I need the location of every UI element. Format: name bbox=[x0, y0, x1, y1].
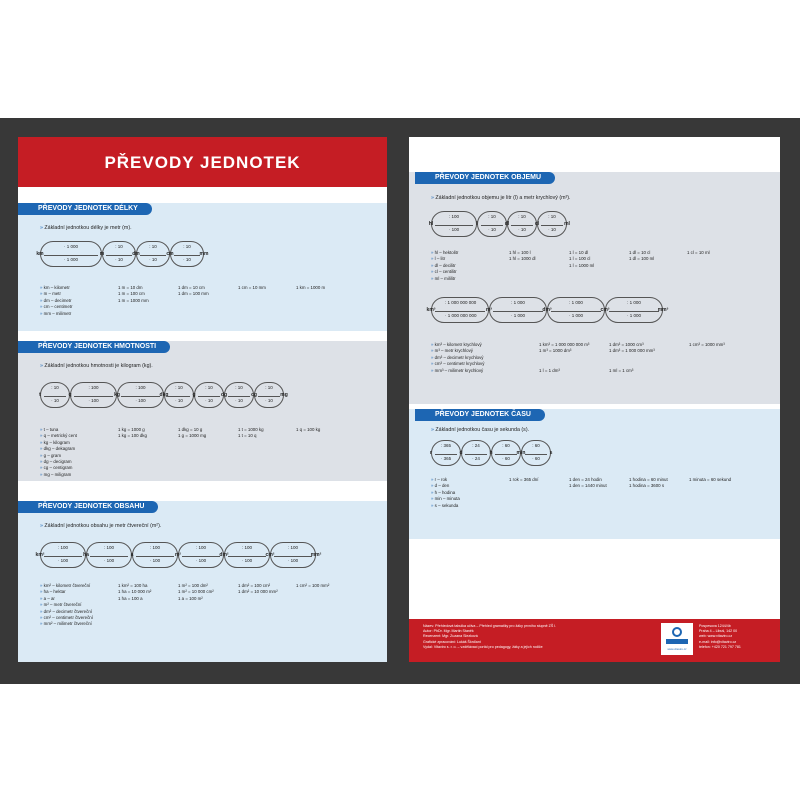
mass-tab: PŘEVODY JEDNOTEK HMOTNOSTI bbox=[18, 341, 170, 353]
unit-label: kg bbox=[114, 392, 120, 398]
unit-label: s bbox=[549, 450, 553, 456]
divide-label: : 10 bbox=[205, 385, 213, 390]
list-line: » t – tuna bbox=[40, 427, 77, 433]
list-line: » l – litr bbox=[431, 256, 458, 262]
divide-label: : 24 bbox=[472, 443, 480, 448]
unit-label: dg bbox=[220, 392, 228, 398]
mass-col-1 bbox=[118, 427, 147, 440]
list-line: 1 den = 1440 minut bbox=[569, 483, 607, 489]
length-legend bbox=[40, 285, 72, 317]
unit-label: dm² bbox=[219, 552, 229, 558]
divide-label: : 1 000 bbox=[627, 300, 641, 305]
page-title: PŘEVODY JEDNOTEK bbox=[18, 137, 387, 187]
list-line: 1 dm = 10 cm bbox=[178, 285, 205, 290]
list-line: » r – rok bbox=[431, 477, 460, 483]
list-line: 1 rok = 365 dní bbox=[509, 477, 539, 482]
volume-litre-col-2 bbox=[569, 250, 594, 269]
divide-label: : 100 bbox=[88, 385, 99, 390]
list-line: 1 m² = 100 dm² bbox=[178, 583, 208, 588]
multiply-label: · 100 bbox=[149, 557, 161, 563]
list-line: 1 l = 1000 ml bbox=[569, 262, 595, 268]
volume-intro: » Základní jednotkou objemu je litr (l) a metr krychlový (m³). bbox=[431, 195, 571, 201]
unit-label: mg bbox=[280, 392, 288, 398]
time-legend bbox=[431, 477, 460, 509]
unit-label: cm bbox=[166, 251, 174, 257]
multiply-label: · 100 bbox=[448, 226, 460, 232]
list-line: Praha 4 – Libuš, 142 00 bbox=[699, 629, 738, 634]
list-line: Pospesova 1244/4b bbox=[699, 624, 731, 628]
multiply-label: · 100 bbox=[135, 397, 146, 403]
list-line: » mg – miligram bbox=[40, 472, 77, 478]
area-col-2 bbox=[178, 583, 214, 602]
list-line: » dg – decigram bbox=[40, 459, 77, 465]
multiply-label: · 10 bbox=[235, 397, 243, 403]
unit-label: cm² bbox=[265, 552, 275, 558]
unit-label: a bbox=[130, 552, 134, 558]
list-line: 1 hl = 100 l bbox=[509, 250, 531, 255]
unit-label: h bbox=[489, 450, 493, 456]
list-line: 1 hodina = 3600 s bbox=[629, 483, 665, 489]
list-line: e-mail: info@vitaviro.cz bbox=[699, 639, 737, 644]
multiply-label: · 60 bbox=[502, 455, 510, 461]
divide-label: : 10 bbox=[115, 244, 123, 249]
list-line: » ha – hektar bbox=[40, 589, 93, 595]
list-line: » dm² – decimetr čtvereční bbox=[40, 609, 93, 615]
multiply-label: · 10 bbox=[115, 256, 123, 262]
multiply-label: · 24 bbox=[472, 455, 480, 461]
volume-cubic-col-1 bbox=[539, 342, 589, 374]
list-line: » d – den bbox=[431, 483, 460, 489]
list-line: 1 cm³ = 1000 mm³ bbox=[689, 342, 725, 347]
list-line: » s – sekunda bbox=[431, 503, 460, 509]
unit-label: mm³ bbox=[657, 307, 669, 313]
unit-label: min bbox=[516, 450, 526, 456]
multiply-label: · 100 bbox=[195, 557, 207, 563]
mass-col-4 bbox=[296, 427, 320, 433]
unit-label: km³ bbox=[426, 307, 436, 313]
list-line: » ml – mililitr bbox=[431, 276, 458, 282]
divide-label: : 10 bbox=[51, 385, 59, 390]
list-line: 1 l = 100 cl bbox=[569, 256, 591, 262]
list-line: 1 kg = 100 dkg bbox=[118, 433, 147, 439]
multiply-label: · 100 bbox=[57, 557, 69, 563]
volume-legend-cubic bbox=[431, 342, 484, 374]
list-line: telefon: +420 721 797 781 bbox=[699, 644, 741, 649]
list-line: 1 minuta = 60 sekund bbox=[689, 477, 732, 482]
list-line: » mm² – milimetr čtvereční bbox=[40, 621, 93, 627]
unit-label: d bbox=[459, 450, 463, 456]
list-line: Název: Přehledová tabulka učiva – Přehled gramatiky pro žáky prvního stupně ZŠ I. bbox=[423, 624, 557, 628]
list-line: Recenzent: Mgr. Zuzana Slezková bbox=[423, 634, 478, 639]
length-col-1 bbox=[118, 285, 149, 304]
unit-label: dkg bbox=[159, 392, 169, 398]
list-line: » cm² – centimetr čtvereční bbox=[40, 615, 93, 621]
unit-label: dm bbox=[132, 251, 140, 257]
list-line: » km² – kilometr čtvereční bbox=[40, 583, 93, 589]
time-tab: PŘEVODY JEDNOTEK ČASU bbox=[415, 409, 545, 421]
unit-label: ha bbox=[83, 552, 89, 558]
unit-label: m² bbox=[174, 552, 182, 558]
list-line: web: www.vitaviro.cz bbox=[699, 634, 733, 639]
divide-label: : 10 bbox=[488, 214, 496, 219]
multiply-label: · 100 bbox=[103, 557, 115, 563]
list-line: 1 cm² = 100 mm² bbox=[296, 583, 330, 588]
list-line: 1 kg = 1000 g bbox=[118, 427, 145, 432]
list-line: 1 dl = 10 cl bbox=[629, 250, 651, 255]
divide-label: : 100 bbox=[135, 385, 146, 390]
length-section bbox=[18, 203, 387, 331]
list-line: 1 den = 24 hodin bbox=[569, 477, 602, 482]
list-line: 1 dkg = 10 g bbox=[178, 427, 203, 432]
divide-label: : 100 bbox=[448, 214, 459, 219]
divide-label: : 100 bbox=[57, 545, 68, 550]
unit-label: q bbox=[68, 392, 72, 398]
divide-label: : 10 bbox=[183, 244, 191, 249]
list-line: 1 km = 1000 m bbox=[296, 285, 326, 290]
list-line: 1 ha = 100 a bbox=[118, 595, 143, 601]
divide-label: : 10 bbox=[265, 385, 273, 390]
multiply-label: · 1 000 bbox=[568, 312, 583, 318]
list-line: 1 m = 1000 mm bbox=[118, 297, 149, 303]
list-line: » dl – decilitr bbox=[431, 263, 458, 269]
divide-label: : 10 bbox=[235, 385, 243, 390]
multiply-label: · 100 bbox=[287, 557, 299, 563]
left-page bbox=[18, 137, 387, 662]
multiply-label: · 10 bbox=[488, 226, 496, 232]
list-line: » km – kilometr bbox=[40, 285, 72, 291]
list-line: 1 t = 10 q bbox=[238, 433, 257, 439]
logo-text: www.vitaviro.cz bbox=[667, 647, 687, 651]
volume-litre-col-3 bbox=[629, 250, 654, 263]
list-line: 1 m = 10 dm bbox=[118, 285, 143, 290]
length-col-4 bbox=[296, 285, 325, 291]
length-col-3 bbox=[238, 285, 266, 291]
divide-label: : 1 000 bbox=[511, 300, 525, 305]
multiply-label: · 10 bbox=[149, 256, 157, 262]
multiply-label: · 1 000 000 000 bbox=[445, 312, 477, 318]
time-col-2 bbox=[569, 477, 607, 490]
divide-label: : 365 bbox=[440, 443, 451, 448]
list-line: » m² – metr čtvereční bbox=[40, 602, 93, 608]
divide-label: : 1 000 000 000 bbox=[445, 300, 477, 305]
list-line: » km³ – kilometr krychlový bbox=[431, 342, 484, 348]
list-line: 1 a = 100 m² bbox=[178, 595, 203, 601]
list-line: 1 m² = 10 000 cm² bbox=[178, 589, 214, 595]
list-line: 1 cl = 10 ml bbox=[687, 250, 710, 255]
unit-label: m bbox=[99, 251, 105, 257]
list-line: 1 g = 1000 mg bbox=[178, 433, 207, 439]
list-line: » g – gram bbox=[40, 453, 77, 459]
divide-label: : 1 000 bbox=[569, 300, 583, 305]
list-line: 1 hodina = 60 minut bbox=[629, 477, 668, 482]
area-col-4 bbox=[296, 583, 329, 589]
unit-label: m³ bbox=[485, 307, 493, 313]
multiply-label: · 1 000 bbox=[626, 312, 641, 318]
time-intro: » Základní jednotkou času je sekunda (s). bbox=[431, 427, 529, 433]
unit-label: mm bbox=[199, 251, 209, 257]
list-line: 1 dm³ = 1000 cm³ bbox=[609, 342, 644, 347]
mass-intro: » Základní jednotkou hmotnosti je kilogram (kg). bbox=[40, 363, 153, 369]
area-col-1 bbox=[118, 583, 151, 602]
area-tab: PŘEVODY JEDNOTEK OBSAHU bbox=[18, 501, 158, 513]
multiply-label: · 10 bbox=[175, 397, 183, 403]
mass-col-2 bbox=[178, 427, 206, 440]
list-line: 1 dl = 100 ml bbox=[629, 256, 655, 262]
divide-label: : 10 bbox=[175, 385, 183, 390]
unit-label: cm³ bbox=[600, 307, 610, 313]
list-line: 1 l = 10 dl bbox=[569, 250, 589, 255]
unit-label: ml bbox=[564, 221, 570, 227]
volume-cubic-col-2 bbox=[609, 342, 655, 374]
list-line: » hl – hektolitr bbox=[431, 250, 458, 256]
list-line: 1 ml = 1 cm³ bbox=[609, 367, 634, 373]
volume-legend-litre bbox=[431, 250, 458, 282]
logo-book-icon bbox=[666, 639, 688, 644]
list-line: » h – hodina bbox=[431, 490, 460, 496]
unit-label: dl bbox=[504, 221, 510, 227]
divide-label: · 1 000 bbox=[63, 244, 78, 249]
list-line: 1 q = 100 kg bbox=[296, 427, 321, 432]
list-line: 1 m³ = 1000 dm³ bbox=[539, 348, 572, 354]
list-line: » m³ – metr krychlový bbox=[431, 348, 484, 354]
list-line: 1 ha = 10 000 m² bbox=[118, 589, 152, 595]
length-intro: » Základní jednotkou délky je metr (m). bbox=[40, 225, 132, 231]
volume-litre-col-1 bbox=[509, 250, 536, 263]
multiply-label: · 100 bbox=[88, 397, 99, 403]
divide-label: : 10 bbox=[149, 244, 157, 249]
list-line: » cl – centilitr bbox=[431, 269, 458, 275]
area-intro: » Základní jednotkou obsahu je metr čtvereční (m²). bbox=[40, 523, 161, 529]
time-col-4 bbox=[689, 477, 731, 483]
multiply-label: · 10 bbox=[183, 256, 191, 262]
multiply-label: · 365 bbox=[440, 455, 452, 461]
right-page bbox=[409, 137, 780, 662]
divide-label: : 100 bbox=[149, 545, 160, 550]
length-col-2 bbox=[178, 285, 209, 298]
unit-label: km² bbox=[35, 552, 45, 558]
list-line: » cm³ – centimetr krychlový bbox=[431, 361, 484, 367]
list-line: 1 dm³ = 1 000 000 mm³ bbox=[609, 348, 655, 354]
list-line: 1 dm = 100 mm bbox=[178, 291, 209, 297]
list-line: » a – ar bbox=[40, 596, 93, 602]
unit-label: mm² bbox=[310, 552, 322, 558]
list-line: 1 hl = 1000 dl bbox=[509, 256, 536, 262]
unit-label: g bbox=[192, 392, 196, 398]
list-line: 1 dm² = 10 000 mm² bbox=[238, 589, 278, 595]
list-line: » m – metr bbox=[40, 291, 72, 297]
multiply-label: · 10 bbox=[548, 226, 556, 232]
multiply-label: · 10 bbox=[518, 226, 526, 232]
list-line: 1 dm² = 100 cm² bbox=[238, 583, 271, 588]
list-line: » cg – centigram bbox=[40, 465, 77, 471]
multiply-label: · 10 bbox=[265, 397, 273, 403]
list-line: » q – metrický cent bbox=[40, 433, 77, 439]
area-legend bbox=[40, 583, 93, 628]
divide-label: : 100 bbox=[241, 545, 252, 550]
divide-label: : 100 bbox=[195, 545, 206, 550]
divide-label: : 10 bbox=[548, 214, 556, 219]
time-col-3 bbox=[629, 477, 668, 490]
multiply-label: · 10 bbox=[205, 397, 213, 403]
unit-label: l bbox=[476, 221, 478, 227]
list-line: Vydal: Vitaviro s. r. o. – vzdělávací portál pro pedagogy, žáky a jejich rodiče bbox=[423, 644, 543, 649]
list-line: » mm – milimetr bbox=[40, 311, 72, 317]
list-line: 1 cm = 10 mm bbox=[238, 285, 266, 290]
unit-label: km bbox=[36, 251, 44, 257]
multiply-label: · 1 000 bbox=[63, 256, 78, 262]
divide-label: : 100 bbox=[287, 545, 298, 550]
volume-litre-col-4 bbox=[687, 250, 710, 256]
list-line: Grafické zpracování: Lukáš Škrdlant bbox=[423, 639, 481, 644]
multiply-label: · 100 bbox=[241, 557, 253, 563]
unit-label: dm³ bbox=[542, 307, 552, 313]
list-line: » kg – kilogram bbox=[40, 440, 77, 446]
list-line: » mm³ – milimetr krychlový bbox=[431, 368, 484, 374]
multiply-label: · 60 bbox=[532, 455, 540, 461]
footer-credits bbox=[423, 624, 556, 650]
divide-label: : 60 bbox=[532, 443, 540, 448]
list-line: 1 m = 100 cm bbox=[118, 291, 145, 297]
volume-tab: PŘEVODY JEDNOTEK OBJEMU bbox=[415, 172, 555, 184]
footer bbox=[409, 619, 780, 662]
divide-label: : 60 bbox=[502, 443, 510, 448]
unit-label: hl bbox=[428, 221, 434, 227]
list-line: 1 l = 1 dm³ bbox=[539, 367, 560, 373]
list-line: 1 km³ = 1 000 000 000 m³ bbox=[539, 342, 590, 347]
unit-label: cg bbox=[251, 392, 257, 398]
time-col-1 bbox=[509, 477, 538, 483]
unit-label: cl bbox=[534, 221, 540, 227]
list-line: » dkg – dekagram bbox=[40, 446, 77, 452]
unit-label: r bbox=[430, 450, 432, 456]
list-line: 1 km² = 100 ha bbox=[118, 583, 148, 588]
unit-label: t bbox=[39, 392, 41, 398]
volume-cubic-col-3 bbox=[689, 342, 725, 348]
logo-ring-icon bbox=[672, 627, 682, 637]
list-line: » cm – centimetr bbox=[40, 304, 72, 310]
list-line: 1 t = 1000 kg bbox=[238, 427, 264, 432]
mass-col-3 bbox=[238, 427, 264, 440]
publisher-logo bbox=[661, 623, 693, 655]
divide-label: : 100 bbox=[103, 545, 114, 550]
multiply-label: · 1 000 bbox=[510, 312, 525, 318]
list-line: » min – minuta bbox=[431, 496, 460, 502]
divide-label: : 10 bbox=[518, 214, 526, 219]
footer-contact bbox=[699, 624, 741, 650]
list-line: Autor: PhDr. Mgr. Martin Staněk bbox=[423, 629, 474, 634]
multiply-label: · 10 bbox=[51, 397, 59, 403]
list-line: » dm³ – decimetr krychlový bbox=[431, 355, 484, 361]
length-tab: PŘEVODY JEDNOTEK DÉLKY bbox=[18, 203, 152, 215]
area-col-3 bbox=[238, 583, 278, 596]
mass-legend bbox=[40, 427, 77, 478]
list-line: » dm – decimetr bbox=[40, 298, 72, 304]
